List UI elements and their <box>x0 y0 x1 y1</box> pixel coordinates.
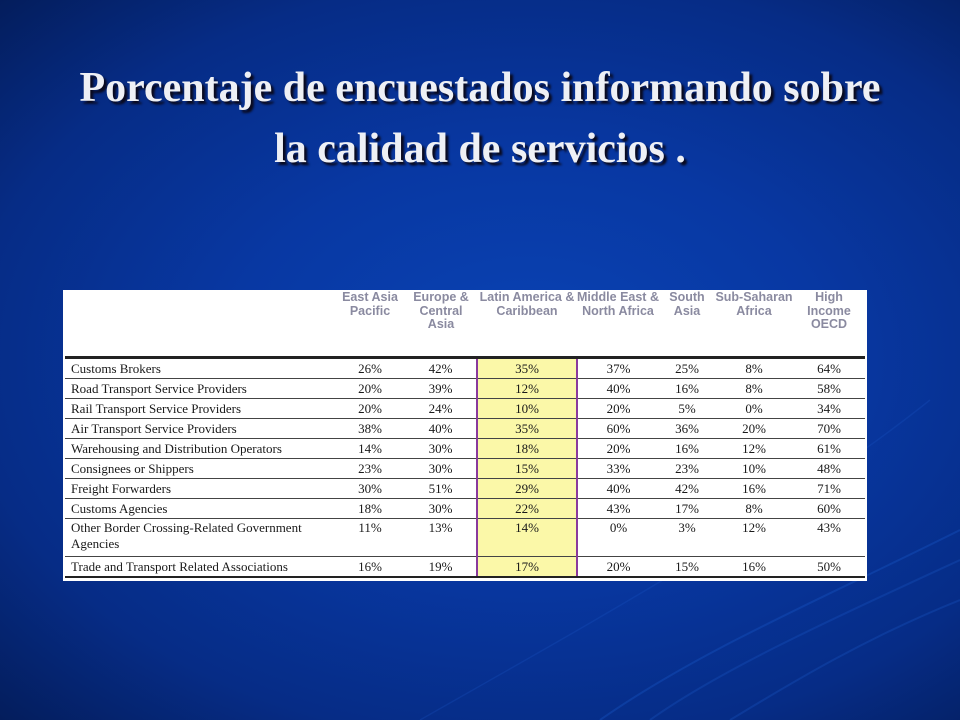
table-header-cell: Europe & Central Asia <box>405 290 477 358</box>
table-cell: 8% <box>715 499 793 519</box>
table-cell: 16% <box>715 557 793 578</box>
table-cell: 8% <box>715 358 793 379</box>
data-table-image <box>63 290 867 581</box>
table-cell: 16% <box>659 379 715 399</box>
table-header-row <box>65 290 865 358</box>
table-cell: 40% <box>577 479 659 499</box>
table-row <box>65 519 865 557</box>
table-cell: 24% <box>405 399 477 419</box>
highlighted-cell: 15% <box>477 459 577 479</box>
highlighted-cell: 22% <box>477 499 577 519</box>
table-cell: 15% <box>659 557 715 578</box>
table-body <box>65 358 865 578</box>
table-cell: 16% <box>659 439 715 459</box>
table-row <box>65 479 865 499</box>
row-label: Customs Brokers <box>65 358 335 379</box>
highlighted-cell: 17% <box>477 557 577 578</box>
table-cell: 20% <box>715 419 793 439</box>
highlighted-cell: 35% <box>477 358 577 379</box>
table-cell: 70% <box>793 419 865 439</box>
table-cell: 34% <box>793 399 865 419</box>
table-row <box>65 439 865 459</box>
table-header-cell: East Asia Pacific <box>335 290 405 358</box>
table-cell: 42% <box>659 479 715 499</box>
highlighted-cell: 35% <box>477 419 577 439</box>
table-cell: 13% <box>405 519 477 557</box>
table-cell: 16% <box>715 479 793 499</box>
highlighted-cell: 10% <box>477 399 577 419</box>
table-cell: 42% <box>405 358 477 379</box>
table-cell: 60% <box>577 419 659 439</box>
table-cell: 19% <box>405 557 477 578</box>
table-cell: 30% <box>405 499 477 519</box>
table-cell: 14% <box>335 439 405 459</box>
table-cell: 11% <box>335 519 405 557</box>
table-row <box>65 557 865 578</box>
table-cell: 16% <box>335 557 405 578</box>
row-label: Warehousing and Distribution Operators <box>65 439 335 459</box>
table-cell: 26% <box>335 358 405 379</box>
table-cell: 37% <box>577 358 659 379</box>
table-row <box>65 379 865 399</box>
table-header-cell: Sub-Saharan Africa <box>715 290 793 358</box>
table-cell: 0% <box>577 519 659 557</box>
row-label: Air Transport Service Providers <box>65 419 335 439</box>
table-header-cell: Middle East & North Africa <box>577 290 659 358</box>
table-cell: 30% <box>405 459 477 479</box>
table-cell: 12% <box>715 439 793 459</box>
table-header-cell: South Asia <box>659 290 715 358</box>
table-cell: 17% <box>659 499 715 519</box>
highlighted-cell: 14% <box>477 519 577 557</box>
table-cell: 20% <box>577 439 659 459</box>
row-label: Consignees or Shippers <box>65 459 335 479</box>
slide-title: Porcentaje de encuestados informando sobre la calidad de servicios . <box>79 65 881 172</box>
table-cell: 20% <box>577 399 659 419</box>
table-cell: 5% <box>659 399 715 419</box>
table-cell: 12% <box>715 519 793 557</box>
table-header-cell <box>65 290 335 358</box>
table-row <box>65 358 865 379</box>
table-cell: 3% <box>659 519 715 557</box>
row-label: Customs Agencies <box>65 499 335 519</box>
table-cell: 50% <box>793 557 865 578</box>
highlighted-cell: 18% <box>477 439 577 459</box>
table-cell: 36% <box>659 419 715 439</box>
row-label: Trade and Transport Related Associations <box>65 557 335 578</box>
table-cell: 43% <box>793 519 865 557</box>
row-label: Rail Transport Service Providers <box>65 399 335 419</box>
table-cell: 39% <box>405 379 477 399</box>
row-label: Other Border Crossing-Related Government Agencies <box>65 519 335 557</box>
table-cell: 51% <box>405 479 477 499</box>
table-cell: 64% <box>793 358 865 379</box>
table-cell: 23% <box>335 459 405 479</box>
table-row <box>65 459 865 479</box>
table-header-cell: Latin America & Caribbean <box>477 290 577 358</box>
highlighted-cell: 12% <box>477 379 577 399</box>
service-quality-table <box>65 290 865 578</box>
table-cell: 61% <box>793 439 865 459</box>
table-cell: 43% <box>577 499 659 519</box>
highlighted-cell: 29% <box>477 479 577 499</box>
table-cell: 20% <box>335 379 405 399</box>
row-label: Freight Forwarders <box>65 479 335 499</box>
table-row <box>65 419 865 439</box>
table-cell: 40% <box>577 379 659 399</box>
table-cell: 23% <box>659 459 715 479</box>
table-cell: 0% <box>715 399 793 419</box>
row-label: Road Transport Service Providers <box>65 379 335 399</box>
table-row <box>65 499 865 519</box>
table-cell: 33% <box>577 459 659 479</box>
table-cell: 38% <box>335 419 405 439</box>
table-cell: 60% <box>793 499 865 519</box>
table-cell: 71% <box>793 479 865 499</box>
table-cell: 48% <box>793 459 865 479</box>
table-cell: 30% <box>335 479 405 499</box>
table-header-cell: High Income OECD <box>793 290 865 358</box>
table-cell: 58% <box>793 379 865 399</box>
table-cell: 18% <box>335 499 405 519</box>
table-cell: 8% <box>715 379 793 399</box>
table-cell: 20% <box>577 557 659 578</box>
table-row <box>65 399 865 419</box>
table-cell: 20% <box>335 399 405 419</box>
table-cell: 10% <box>715 459 793 479</box>
table-cell: 25% <box>659 358 715 379</box>
table-cell: 30% <box>405 439 477 459</box>
table-cell: 40% <box>405 419 477 439</box>
